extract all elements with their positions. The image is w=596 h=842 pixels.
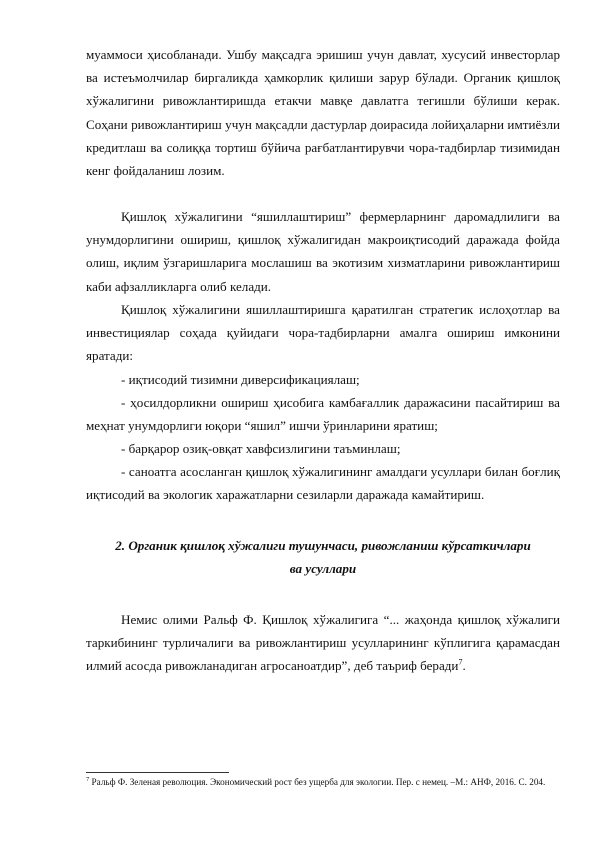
footnote-divider <box>86 772 229 773</box>
definition-text: Немис олими Ральф Ф. Қишлоқ хўжалигига “... жаҳонда қишлоқ хўжалиги таркибининг турличалиги ва ривожлантириш усулларининг кўплигига қарамасдан илмий асосда ривожланадиган агросаноатдир”, деб таъриф беради <box>86 612 560 674</box>
section-title-line2: ва усуллари <box>289 561 357 576</box>
list-item-cost-reduction: - саноатга асосланган қишлоқ хўжалигининг амалдаги усуллари билан боғлиқ иқтисодий ва экологик харажатларни сезиларли даражада камайтириш. <box>86 464 560 503</box>
paragraph-greening: Қишлоқ хўжалигини “яшиллаштириш” фермерларнинг даромадлилиги ва унумдорлигини ошириш, қишлоқ хўжалигидан макроиқтисодий даражада фойда олиш, иқлим ўзгаришларига мослашиш ва экотизим хизматларини ривожлантириш каби афзалликларга олиб келади. <box>86 209 560 294</box>
footnote <box>86 776 560 789</box>
footnote-text: Ральф Ф. Зеленая революция. Экономический рост без ущерба для экологии. Пер. с немец. –М.: АНФ, 2016. С. 204. <box>89 777 546 787</box>
paragraph-intro: муаммоси ҳисобланади. Ушбу мақсадга эришиш учун давлат, хусусий инвесторлар ва истеъмолчилар биргаликда ҳамкорлик қилиши зарур бўлади. Органик қишлоқ хўжалигини ривожлантиришда етакчи мавқе давлатга тегишли бўлиши керак. Соҳани ривожлантириш учун мақсадли дастурлар доирасида лойиҳаларни имтиёзли кредитлаш ва солиққа тортиш бўйича рағбатлантирувчи чора-тадбирлар тизимидан кенг фойдаланиш лозим. <box>86 47 560 179</box>
section-heading-line1 <box>86 534 560 557</box>
footnote-reference: 7 <box>458 658 463 668</box>
list-item-food-security: - барқарор озиқ-овқат хавфсизлигини таъминлаш; <box>121 441 401 456</box>
list-item-poverty-reduction: - ҳосилдорликни ошириш ҳисобига камбағаллик даражасини пасайтириш ва меҳнат унумдорлиги юқори “яшил” ишчи ўринларини яратиш; <box>86 395 560 434</box>
section-number: 2. <box>115 538 126 553</box>
section-title-line1: Органик қишлоқ хўжалиги тушунчаси, ривожланиш кўрсаткичлари <box>128 538 531 553</box>
paragraph-definition <box>86 608 560 678</box>
section-heading-line2 <box>86 557 560 580</box>
paragraph-strategic-reforms: Қишлоқ хўжалигини яшиллаштиришга қаратилган стратегик ислоҳотлар ва инвестициялар соҳада қуйидаги чора-тадбирларни амалга ошириш имконини яратади: <box>86 302 560 364</box>
definition-end: . <box>462 658 466 674</box>
list-item-diversification: - иқтисодий тизимни диверсификациялаш; <box>121 372 360 387</box>
footnote-number: 7 <box>86 775 90 783</box>
